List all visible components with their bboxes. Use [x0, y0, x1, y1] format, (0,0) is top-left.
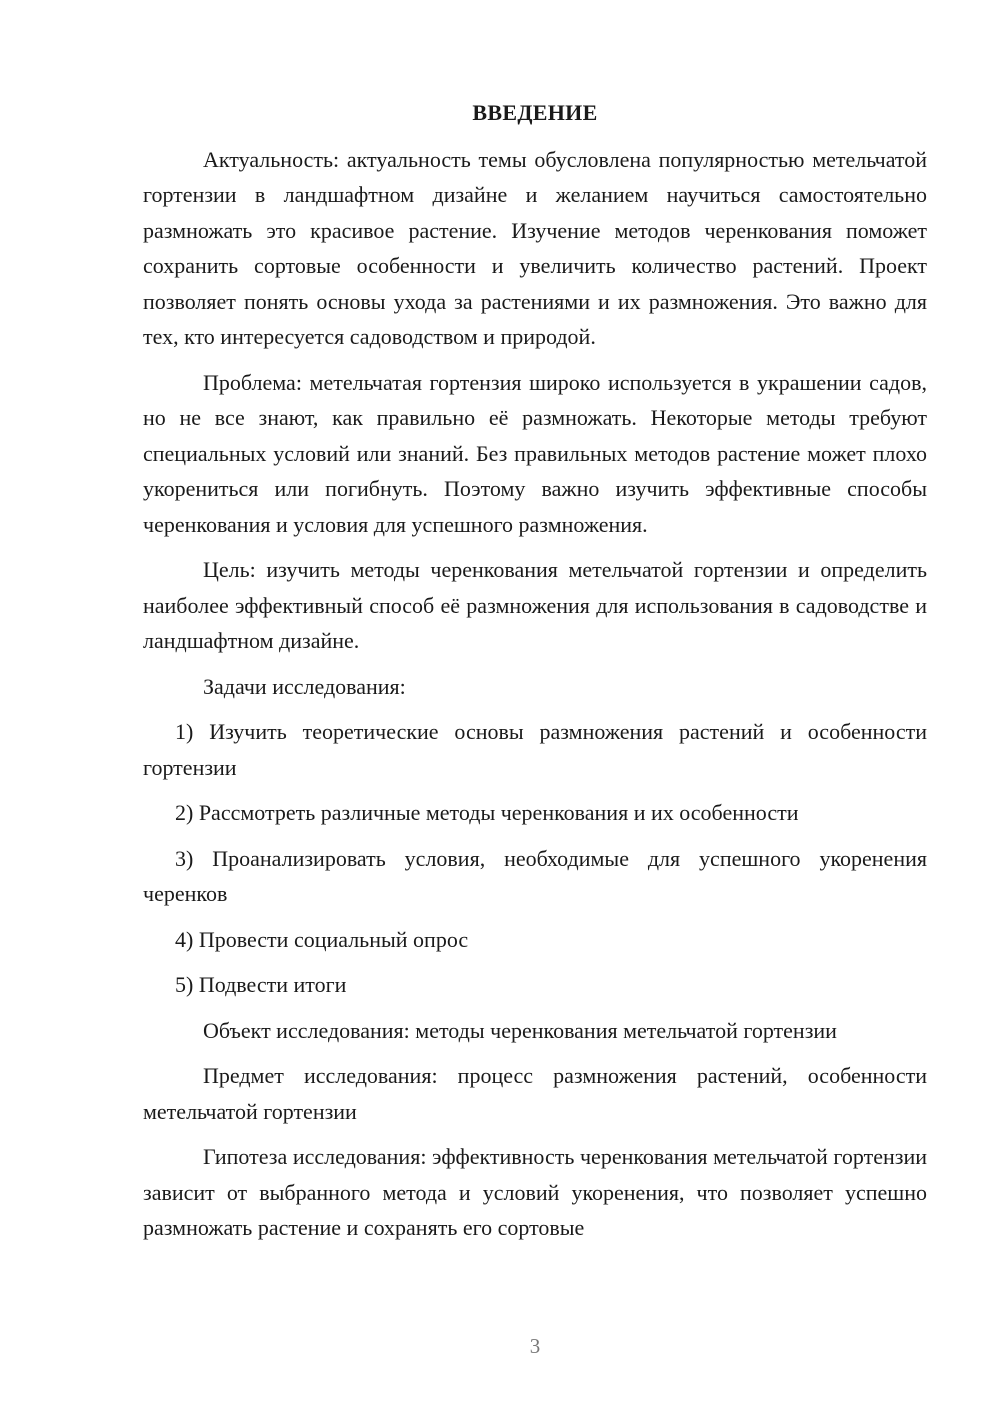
tasks-heading: Задачи исследования:	[203, 673, 406, 699]
task-item-3: 3) Проанализировать условия, необходимые для успешного укоренения черенков	[143, 845, 927, 906]
task-item-5: 5) Подвести итоги	[175, 972, 347, 997]
page-number: 3	[529, 1334, 541, 1358]
relevance-paragraph: Актуальность: актуальность темы обусловлена популярностью метельчатой гортензии в ландшафтном дизайне и желанием научиться самостоятельно размножать это красивое растение. Изучение методов черенкования поможет сохранить сортовые особенности и увеличить количество растений. Проект позволяет понять основы ухода за растениями и их размножения. Это важно для тех, кто интересуется садоводством и природой.	[143, 146, 927, 349]
task-item-1: 1) Изучить теоретические основы размножения растений и особенности гортензии	[143, 719, 927, 780]
research-hypothesis: Гипотеза исследования: эффективность черенкования метельчатой гортензии зависит от выбранного метода и условий укоренения, что позволяет успешно размножать растение и сохранять его сортовые	[143, 1144, 927, 1240]
research-object: Объект исследования: методы черенкования метельчатой гортензии	[203, 1017, 837, 1043]
section-title: ВВЕДЕНИЕ	[472, 100, 598, 125]
goal-paragraph: Цель: изучить методы черенкования метельчатой гортензии и определить наиболее эффективный способ её размножения для использования в садоводстве и ландшафтном дизайне.	[143, 557, 927, 653]
problem-paragraph: Проблема: метельчатая гортензия широко используется в украшении садов, но не все знают, как правильно её размножать. Некоторые методы требуют специальных условий или знаний. Без правильных методов растение может плохо укорениться или погибнуть. Поэтому важно изучить эффективные способы черенкования и условия для успешного размножения.	[143, 369, 927, 537]
research-subject: Предмет исследования: процесс размножения растений, особенности метельчатой гортензии	[143, 1063, 927, 1124]
page-content	[143, 95, 927, 1246]
task-item-4: 4) Провести социальный опрос	[175, 926, 469, 952]
task-item-2: 2) Рассмотреть различные методы черенкования и их особенности	[175, 800, 799, 825]
